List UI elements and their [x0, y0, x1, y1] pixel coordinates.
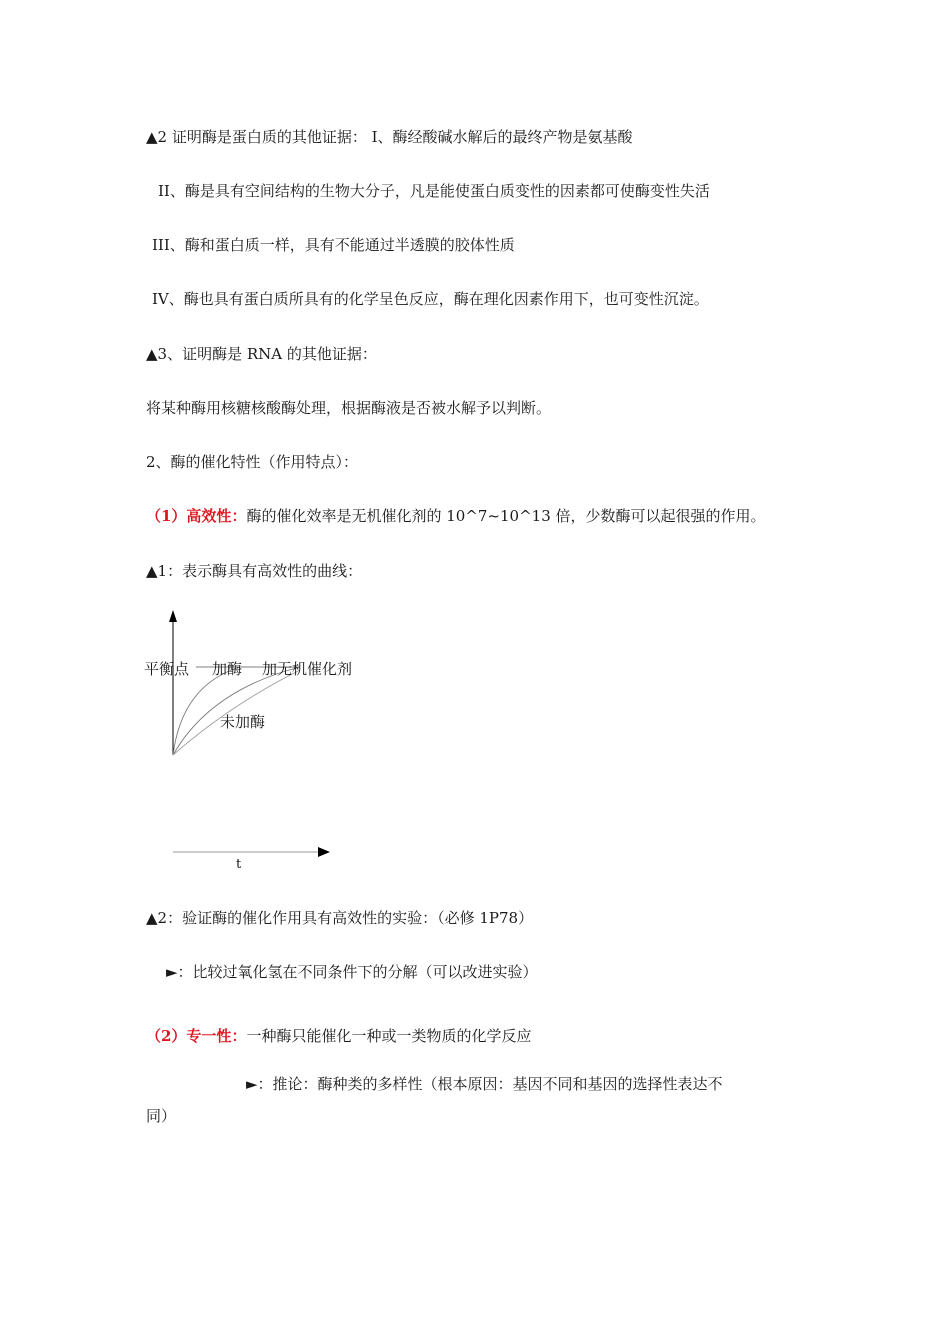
evidence-item-2: II、酶是具有空间结构的生物大分子，凡是能使蛋白质变性的因素都可使酶变性失活 — [158, 182, 710, 200]
specificity-line — [146, 1026, 531, 1046]
evidence-item-3: III、酶和蛋白质一样，具有不能通过半透膜的胶体性质 — [152, 236, 515, 254]
x-axis-label: t — [236, 857, 242, 872]
label-equilibrium: 平衡点 — [144, 660, 190, 678]
label-enzyme: 加酶 — [212, 660, 243, 678]
evidence-rna-heading: ▲3、证明酶是 RNA 的其他证据： — [146, 345, 377, 363]
experiment-text: ►：比较过氧化氢在不同条件下的分解（可以改进实验） — [166, 963, 538, 981]
high-efficiency-text: 酶的催化效率是无机催化剂的 10^7~10^13 倍，少数酶可以起很强的作用。 — [246, 507, 766, 525]
x-axis-arrow — [318, 847, 330, 857]
specificity-label: （2）专一性： — [146, 1027, 247, 1045]
specificity-text: 一种酶只能催化一种或一类物质的化学反应 — [246, 1027, 532, 1045]
evidence-protein-heading: ▲2 证明酶是蛋白质的其他证据： I、酶经酸碱水解后的最终产物是氨基酸 — [146, 128, 633, 146]
y-axis-arrow — [169, 610, 177, 622]
inference-text-cont: 同） — [146, 1107, 177, 1125]
label-inorganic-catalyst: 加无机催化剂 — [262, 660, 353, 678]
high-efficiency-label: （1）高效性： — [146, 507, 247, 525]
curve-caption: ▲1：表示酶具有高效性的曲线： — [146, 562, 363, 580]
label-no-enzyme: 未加酶 — [220, 713, 266, 731]
experiment-heading: ▲2：验证酶的催化作用具有高效性的实验：（必修 1P78） — [146, 909, 534, 927]
evidence-item-4: IV、酶也具有蛋白质所具有的化学呈色反应，酶在理化因素作用下，也可变性沉淀。 — [152, 290, 709, 308]
section-catalytic-properties: 2、酶的催化特性（作用特点）： — [146, 453, 359, 471]
inference-text: ►：推论：酶种类的多样性（根本原因：基因不同和基因的选择性表达不 — [246, 1075, 723, 1093]
evidence-rna-text: 将某种酶用核糖核酸酶处理，根据酶液是否被水解予以判断。 — [146, 399, 552, 417]
